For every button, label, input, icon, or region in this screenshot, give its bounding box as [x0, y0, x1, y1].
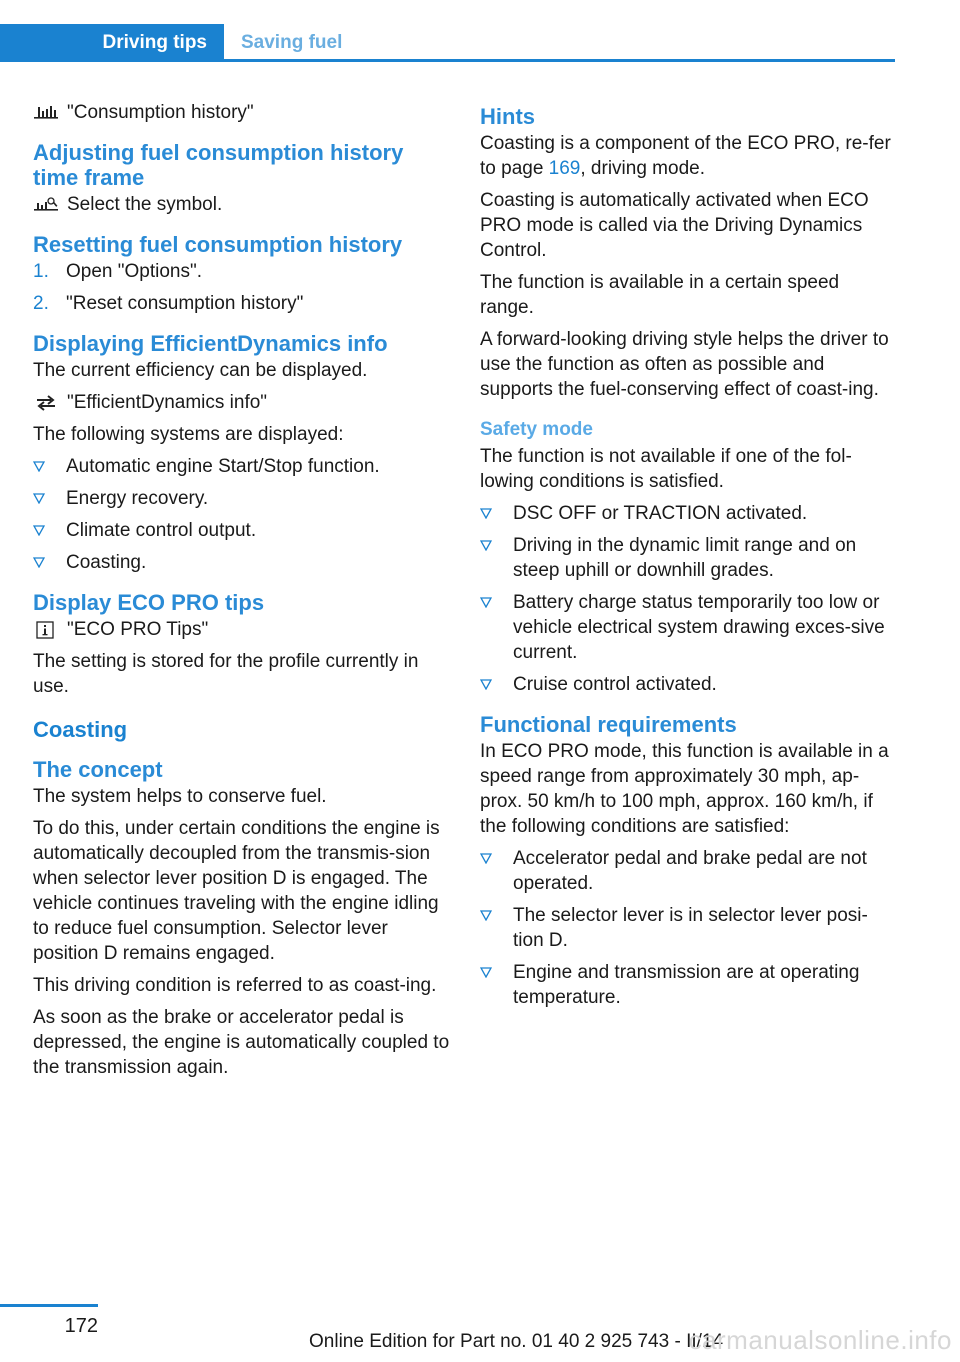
triangle-bullet-icon — [480, 533, 513, 583]
triangle-bullet-icon — [480, 846, 513, 896]
heading-adjust-time-frame: Adjusting fuel consumption history time frame — [33, 140, 404, 190]
step-number: 1. — [33, 261, 49, 282]
page-number: 172 — [64, 1315, 98, 1337]
heading-safety-mode: Safety mode — [480, 419, 593, 440]
eco-tips-label: "ECO PRO Tips" — [67, 619, 209, 640]
ed-info-label: "EfficientDynamics info" — [67, 392, 268, 413]
triangle-bullet-icon — [480, 960, 513, 1010]
consumption-history-label: "Consumption history" — [67, 102, 254, 123]
tab-driving-tips[interactable]: Driving tips — [0, 24, 224, 62]
triangle-bullet-icon — [480, 672, 513, 697]
safety-conditions-list — [480, 501, 895, 697]
list-item — [33, 486, 451, 511]
heading-reset-history: Resetting fuel consumption history — [33, 232, 403, 257]
step-number: 2. — [33, 293, 49, 314]
paragraph: To do this, under certain conditions the engine is automatically decoupled from the transmis-sion when selector lever position D is engaged. The vehicle continues traveling with the engine idling to reduce fuel consumption. Selector lever position D remains engaged. — [33, 818, 440, 964]
paragraph — [480, 131, 895, 181]
ed-systems-list — [33, 454, 451, 575]
list-item — [33, 291, 451, 316]
list-item — [480, 672, 895, 697]
paragraph: The system helps to conserve fuel. — [33, 786, 327, 807]
right-column — [480, 100, 895, 1017]
info-icon — [33, 620, 59, 640]
ed-info-line — [33, 390, 451, 415]
edition-footer: Online Edition for Part no. 01 40 2 925 743 - II/14 — [309, 1331, 724, 1352]
list-text: Battery charge status temporarily too low or vehicle electrical system drawing exces-sive current. — [513, 592, 885, 663]
paragraph: The setting is stored for the profile currently in use. — [33, 651, 419, 697]
reset-steps-list — [33, 259, 451, 316]
left-column — [33, 100, 451, 1087]
paragraph: The following systems are displayed: — [33, 424, 344, 445]
list-item — [480, 846, 895, 896]
paragraph: The current efficiency can be displayed. — [33, 360, 368, 381]
header-rule — [0, 59, 895, 62]
list-text: Engine and transmission are at operating temperature. — [513, 962, 860, 1008]
hints-text-a: Coasting is a component of the ECO PRO, re-fer to page — [480, 133, 891, 179]
select-symbol-text: Select the symbol. — [67, 194, 223, 215]
page-number-rule — [0, 1304, 98, 1307]
list-item — [480, 960, 895, 1010]
functional-conditions-list — [480, 846, 895, 1010]
heading-eco-pro-tips: Display ECO PRO tips — [33, 590, 265, 615]
paragraph: A forward-looking driving style helps the driver to use the function as often as possible and supports the fuel-conserving effect of coast-ing. — [480, 329, 889, 400]
bar-chart-icon — [33, 103, 59, 123]
heading-functional-requirements: Functional requirements — [480, 712, 737, 737]
triangle-bullet-icon — [480, 590, 513, 665]
triangle-bullet-icon — [33, 550, 66, 575]
list-text: Accelerator pedal and brake pedal are not operated. — [513, 848, 867, 894]
eco-tips-line — [33, 617, 451, 642]
list-text: Coasting. — [66, 552, 147, 573]
tab-saving-fuel[interactable]: Saving fuel — [241, 32, 343, 53]
heading-coasting: Coasting — [33, 717, 128, 742]
list-item — [480, 501, 895, 526]
list-text: Climate control output. — [66, 520, 257, 541]
paragraph: Coasting is automatically activated when ECO PRO mode is called via the Driving Dynamics Control. — [480, 190, 869, 261]
paragraph: The function is not available if one of the fol-lowing conditions is satisfied. — [480, 446, 852, 492]
list-text: Driving in the dynamic limit range and on steep uphill or downhill grades. — [513, 535, 857, 581]
heading-efficientdynamics: Displaying EfficientDynamics info — [33, 331, 388, 356]
history-scale-icon — [33, 195, 59, 215]
list-item — [33, 259, 451, 284]
select-symbol-line — [33, 192, 451, 217]
triangle-bullet-icon — [33, 486, 66, 511]
list-item — [480, 533, 895, 583]
list-item — [33, 550, 451, 575]
triangle-bullet-icon — [480, 501, 513, 526]
step-text: Open "Options". — [66, 261, 203, 282]
list-text: Cruise control activated. — [513, 674, 717, 695]
page-header — [0, 24, 895, 62]
list-item — [33, 454, 451, 479]
heading-concept: The concept — [33, 757, 163, 782]
list-text: The selector lever is in selector lever posi-tion D. — [513, 905, 868, 951]
watermark: carmanualsonline.info — [688, 1325, 952, 1355]
paragraph: The function is available in a certain speed range. — [480, 272, 840, 318]
step-text: "Reset consumption history" — [66, 293, 304, 314]
list-item — [480, 903, 895, 953]
triangle-bullet-icon — [33, 454, 66, 479]
consumption-history-line — [33, 100, 451, 125]
list-item — [33, 518, 451, 543]
triangle-bullet-icon — [480, 903, 513, 953]
page-link[interactable]: 169 — [548, 158, 581, 179]
paragraph: In ECO PRO mode, this function is available in a speed range from approximately 30 mph, ap-prox. 50 km/h to 100 mph, approx. 160 km/h, if the following conditions are satisfied: — [480, 741, 889, 837]
list-text: DSC OFF or TRACTION activated. — [513, 503, 808, 524]
list-item — [480, 590, 895, 665]
heading-hints: Hints — [480, 104, 535, 129]
paragraph: This driving condition is referred to as coast-ing. — [33, 975, 437, 996]
efficiency-arrows-icon — [33, 393, 59, 413]
list-text: Energy recovery. — [66, 488, 209, 509]
triangle-bullet-icon — [33, 518, 66, 543]
list-text: Automatic engine Start/Stop function. — [66, 456, 380, 477]
paragraph: As soon as the brake or accelerator pedal is depressed, the engine is automatically coupled to the transmission again. — [33, 1007, 450, 1078]
hints-text-b: , driving mode. — [580, 158, 705, 179]
